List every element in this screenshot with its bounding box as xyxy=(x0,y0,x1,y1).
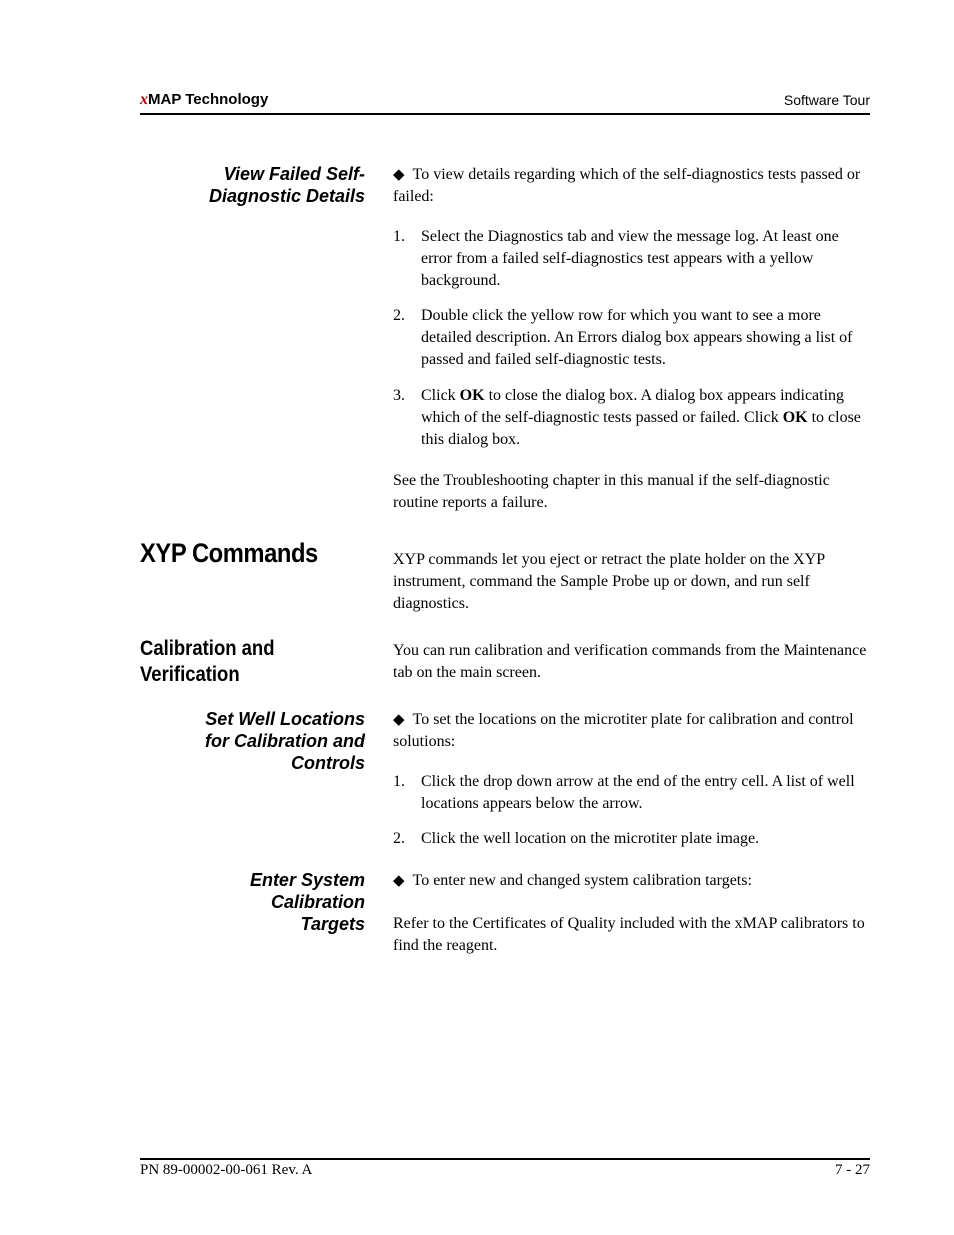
xyp-body: XYP commands let you eject or retract the plate holder on the XYP instrument, command the Sample Probe up or down, and run self diagnostics. xyxy=(393,551,825,612)
header-section: Software Tour xyxy=(783,92,870,108)
side-heading-line: Controls xyxy=(291,753,365,773)
s1-intro xyxy=(393,164,871,208)
list-num: 2. xyxy=(393,307,405,324)
list-text xyxy=(421,385,871,451)
list-item xyxy=(393,305,871,371)
side-heading-line: for Calibration and xyxy=(204,731,365,751)
s3-intro xyxy=(393,870,871,892)
header-brand-x: x xyxy=(140,91,148,108)
list-item xyxy=(393,226,871,292)
s1-intro-text: To view details regarding which of the self-diagnostics tests passed or failed: xyxy=(393,166,861,205)
header-brand xyxy=(140,91,268,109)
list-num: 2. xyxy=(393,830,405,847)
list-item xyxy=(393,828,871,850)
side-heading-line: Set Well Locations xyxy=(205,709,365,729)
side-heading-set-well xyxy=(125,708,365,774)
side-heading-line: Diagnostic Details xyxy=(208,186,365,206)
list-text: Click the drop down arrow at the end of the entry cell. A list of well locations appears below the arrow. xyxy=(421,773,855,812)
s3-note: Refer to the Certificates of Quality included with the xMAP calibrators to find the reagent. xyxy=(393,915,865,954)
list-text-part: to close this dialog box. xyxy=(421,409,861,448)
side-heading-line: Enter System xyxy=(249,870,365,890)
list-num: 1. xyxy=(393,773,405,790)
list-num: 3. xyxy=(393,387,405,404)
side-heading-view-failed xyxy=(125,163,365,207)
list-text-part: to close the dialog box. A dialog box appears indicating which of the self-diagnostic tests passed or failed. Click xyxy=(421,387,845,426)
diamond-bullet-icon: ◆ xyxy=(393,712,405,728)
diamond-bullet-icon: ◆ xyxy=(393,167,405,183)
list-num: 1. xyxy=(393,228,405,245)
footer-rule xyxy=(140,1158,870,1160)
list-text: Double click the yellow row for which you want to see a more detailed description. An Errors dialog box appears showing a list of passed and failed self-diagnostic tests. xyxy=(421,307,853,368)
cal-body: You can run calibration and verification commands from the Maintenance tab on the main screen. xyxy=(393,642,867,681)
s2-intro-text: To set the locations on the microtiter plate for calibration and control solutions: xyxy=(393,711,854,750)
header-brand-text: MAP Technology xyxy=(148,91,269,108)
ok-bold: OK xyxy=(782,409,808,426)
footer-part-number: PN 89-00002-00-061 Rev. A xyxy=(140,1162,313,1178)
side-heading-line: Calibration xyxy=(270,892,365,912)
side-heading-enter-system xyxy=(125,869,365,935)
diamond-bullet-icon: ◆ xyxy=(393,873,405,889)
list-text: Click the well location on the microtiter plate image. xyxy=(421,830,760,847)
list-item xyxy=(393,385,871,451)
ok-bold: OK xyxy=(459,387,485,404)
header-rule xyxy=(140,113,870,115)
s1-note: See the Troubleshooting chapter in this manual if the self-diagnostic routine reports a failure. xyxy=(393,472,830,511)
list-item xyxy=(393,771,871,815)
footer-page-number: 7 - 27 xyxy=(835,1162,870,1178)
subsection-title-line: Verification xyxy=(140,663,240,686)
section-title-xyp: XYP Commands xyxy=(140,538,318,568)
s2-intro xyxy=(393,709,871,753)
subsection-title-calibration xyxy=(140,636,275,688)
s3-intro-text: To enter new and changed system calibration targets: xyxy=(412,872,752,889)
list-text: Select the Diagnostics tab and view the message log. At least one error from a failed self-diagnostics test appears with a yellow background. xyxy=(421,228,839,289)
side-heading-line: Targets xyxy=(300,914,365,934)
side-heading-line: View Failed Self- xyxy=(223,164,365,184)
list-text-part: Click xyxy=(421,387,460,404)
subsection-title-line: Calibration and xyxy=(140,637,275,660)
